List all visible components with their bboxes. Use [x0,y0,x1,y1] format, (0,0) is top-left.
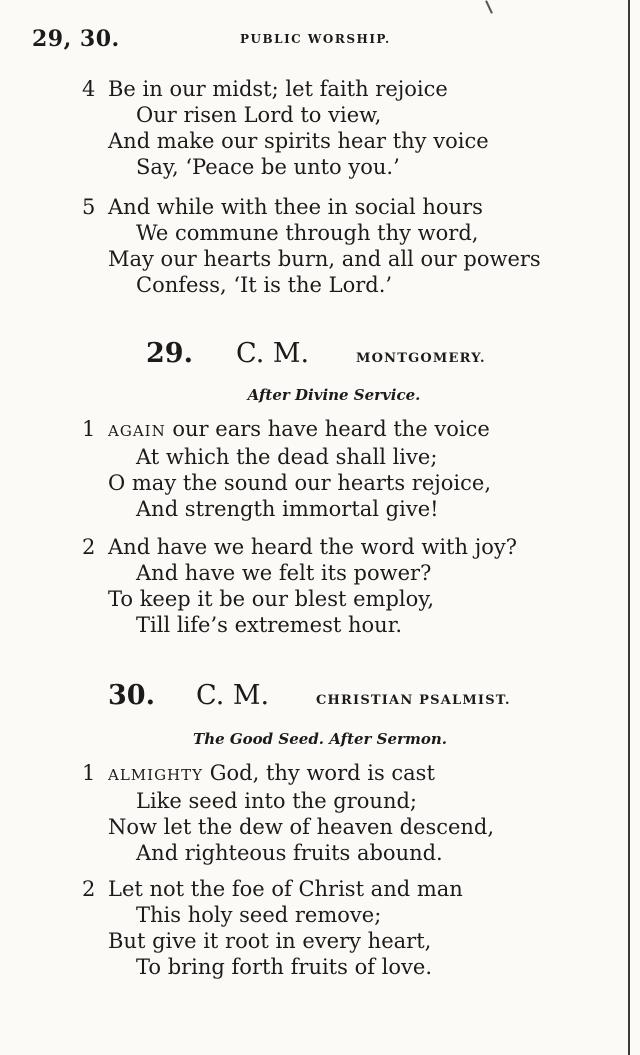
verse-line: But give it root in every heart, [108,929,432,953]
hymn-29-heading [0,338,600,378]
hymn-29-stanza-2 [0,534,600,638]
hymn-29-stanza-1 [0,416,600,522]
verse-line [0,760,600,788]
verse-line [0,194,600,220]
verse-line: May our hearts burn, and all our powers [108,247,541,271]
hymn-30-subtitle: The Good Seed. After Sermon. [193,730,447,748]
verse-text: And while with thee in social hours [108,195,483,219]
hymn-30-heading [0,680,600,720]
verse-line: Now let the dew of heaven descend, [108,815,495,839]
verse-line: O may the sound our hearts rejoice, [108,471,492,495]
stanza-number: 2 [82,877,96,901]
hymn-author: MONTGOMERY. [356,351,486,366]
verse-line: Till life’s extremest hour. [136,613,403,637]
page-edge-mark [485,0,493,14]
verse-line: We commune through thy word, [136,221,479,245]
verse-line: And make our spirits hear thy voice [108,129,489,153]
verse-line: And righteous fruits abound. [136,841,443,865]
verse-line: Our risen Lord to view, [136,103,382,127]
hymn-30-stanza-2 [0,876,600,980]
verse-line: Confess, ‘It is the Lord.’ [136,273,393,297]
prev-hymn-stanza-5 [0,194,600,298]
verse-line [0,534,600,560]
verse-line: This holy seed remove; [136,903,382,927]
verse-line [0,876,600,902]
verse-text: And have we heard the word with joy? [108,535,517,559]
hymn-29-subtitle: After Divine Service. [247,386,421,404]
hymn-author: CHRISTIAN PSALMIST. [316,693,511,708]
stanza-number: 5 [82,195,96,219]
verse-line [0,416,600,444]
hymn-number: 30. [108,680,155,711]
stanza-number: 1 [82,761,96,785]
hymn-meter: C. M. [196,680,270,711]
verse-text: Let not the foe of Christ and man [108,877,463,901]
verse-line: At which the dead shall live; [136,445,438,469]
verse-text: Be in our midst; let faith rejoice [108,77,448,101]
verse-line: And have we felt its power? [136,561,432,585]
stanza-number: 4 [82,77,96,101]
page-edge-line [628,0,630,1055]
stanza-number: 2 [82,535,96,559]
verse-line: And strength immortal give! [136,497,439,521]
hymn-number: 29. [146,338,193,369]
verse-line: To bring forth fruits of love. [136,955,432,979]
verse-text: our ears have heard the voice [165,417,490,441]
first-word: AGAIN [108,422,166,440]
running-title: PUBLIC WORSHIP. [240,32,391,46]
hymn-meter: C. M. [236,338,310,369]
prev-hymn-stanza-4 [0,76,600,180]
verse-text: God, thy word is cast [203,761,435,785]
hymn-30-stanza-1 [0,760,600,866]
first-word: ALMIGHTY [108,766,204,784]
running-head [32,26,432,54]
verse-line: To keep it be our blest employ, [108,587,435,611]
page-numbers: 29, 30. [32,26,120,52]
verse-line: Like seed into the ground; [136,789,417,813]
stanza-number: 1 [82,417,96,441]
verse-line: Say, ‘Peace be unto you.’ [136,155,400,179]
verse-line [0,76,600,102]
